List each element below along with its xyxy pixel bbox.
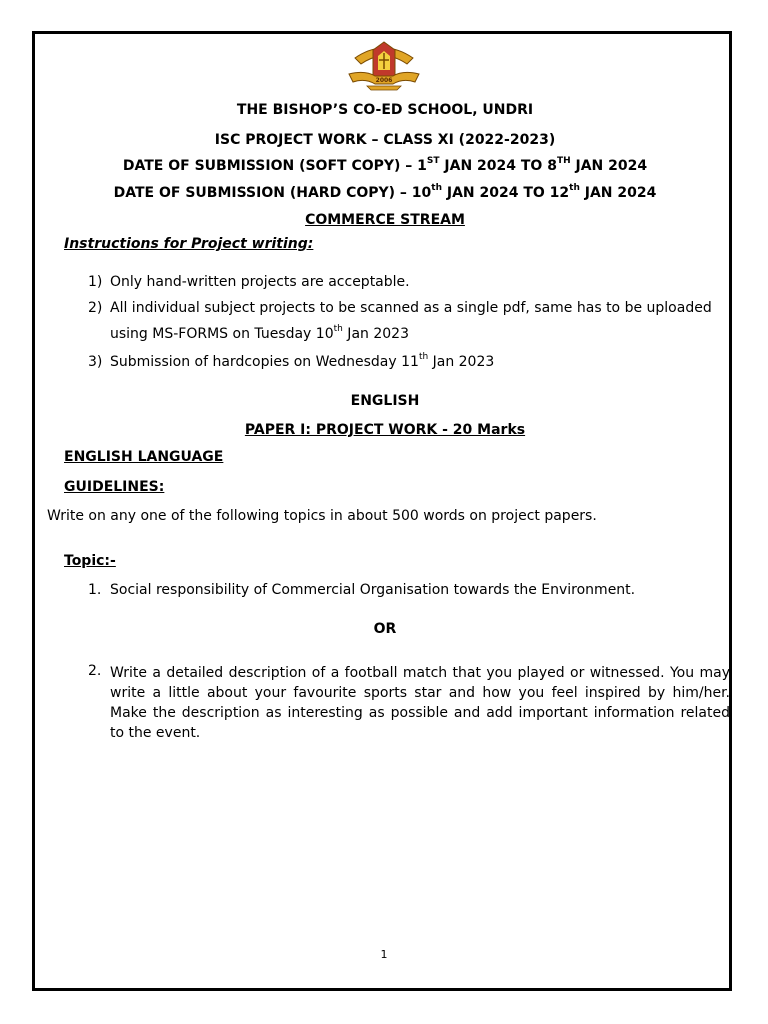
instruction-number: 3) bbox=[88, 354, 103, 370]
or-separator: OR bbox=[373, 621, 397, 637]
section-heading: ENGLISH LANGUAGE bbox=[64, 449, 224, 465]
instructions-heading: Instructions for Project writing: bbox=[64, 236, 314, 252]
instruction-number: 1) bbox=[88, 274, 103, 290]
topic-number: 2. bbox=[88, 663, 102, 679]
school-crest-logo bbox=[345, 36, 423, 92]
instruction-number: 2) bbox=[88, 300, 103, 316]
project-title: ISC PROJECT WORK – CLASS XI (2022-2023) bbox=[214, 132, 556, 148]
topic-number: 1. bbox=[88, 582, 102, 598]
instruction-item-continued: using MS-FORMS on Tuesday 10th Jan 2023 bbox=[110, 324, 409, 342]
topic-heading: Topic:- bbox=[64, 553, 116, 569]
guidelines-heading: GUIDELINES: bbox=[64, 479, 165, 495]
page-number: 1 bbox=[380, 948, 388, 961]
instruction-item: Only hand-written projects are acceptable. bbox=[110, 274, 410, 290]
subject-title: ENGLISH bbox=[350, 393, 420, 409]
stream-heading: COMMERCE STREAM bbox=[305, 212, 465, 228]
topic-item: Social responsibility of Commercial Organisation towards the Environment. bbox=[110, 582, 636, 598]
hard-copy-date: DATE OF SUBMISSION (HARD COPY) – 10th JAN 2024 TO 12th JAN 2024 bbox=[113, 183, 657, 201]
soft-copy-date: DATE OF SUBMISSION (SOFT COPY) – 1ST JAN 2024 TO 8TH JAN 2024 bbox=[122, 156, 648, 174]
topic-item: Write a detailed description of a football match that you played or witnessed. You may write a little about your favourite sports star and how you feel inspired by him/her. Make the description as interesting as possible and add important information related to the event. bbox=[110, 665, 730, 741]
instruction-item: Submission of hardcopies on Wednesday 11th Jan 2023 bbox=[110, 352, 495, 370]
instruction-item: All individual subject projects to be scanned as a single pdf, same has to be uploaded bbox=[110, 300, 712, 316]
school-name: THE BISHOP’S CO-ED SCHOOL, UNDRI bbox=[236, 102, 534, 118]
guidelines-text: Write on any one of the following topics in about 500 words on project papers. bbox=[47, 508, 597, 524]
crest-year: 2006 bbox=[375, 77, 393, 84]
paper-title: PAPER I: PROJECT WORK - 20 Marks bbox=[244, 422, 526, 438]
